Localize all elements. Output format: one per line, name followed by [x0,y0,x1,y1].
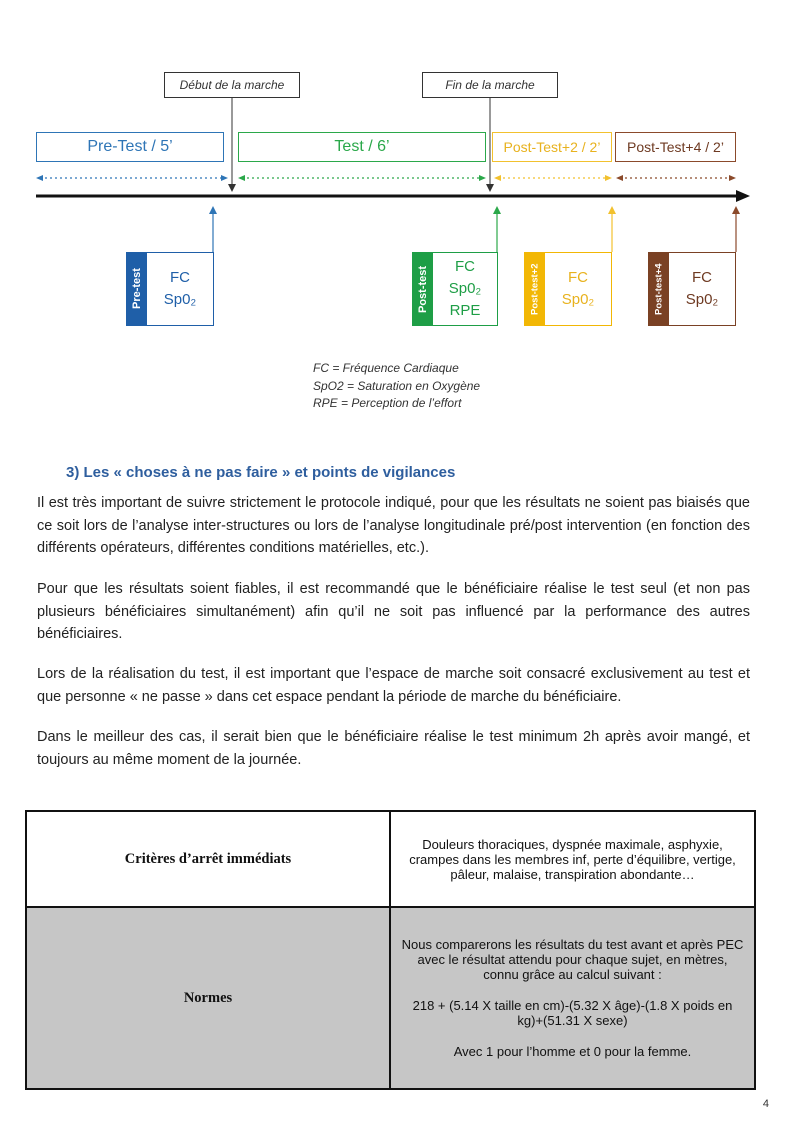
measure-value: FC [455,258,475,275]
row-value-norms [390,907,755,1089]
start-marker-label: Début de la marche [164,72,300,98]
phase-pretest: Pre-Test / 5’ [36,132,224,162]
end-marker-label: Fin de la marche [422,72,558,98]
legend-item: SpO2 = Saturation en Oxygène [313,378,481,393]
measure-tag: Pre-test [127,253,147,325]
measure-value: Sp0₂ [448,280,482,297]
legend-item: FC = Fréquence Cardiaque [313,361,459,375]
paragraph: Lors de la réalisation du test, il est important que l’espace de marche soit consacré exclusivement au test et que personne « ne passe » dans cet espace pendant la période de marche du bénéficiaire. [37,666,750,705]
legend-item: RPE = Perception de l’effort [313,396,462,410]
measure-value: RPE [449,302,481,319]
row-value-stop-criteria: Douleurs thoraciques, dyspnée maximale, asphyxie, crampes dans les membres inf, perte d’équilibre, vertige, pâleur, malaise, transpiration abondante… [390,811,755,907]
measure-value: Sp0₂ [163,291,197,308]
section-title: 3) Les « choses à ne pas faire » et points de vigilances [66,464,456,481]
measure-tag: Post-test+2 [525,253,545,325]
norms-formula: 218 + (5.14 X taille en cm)-(5.32 X âge)-(1.8 X poids en kg)+(51.31 X sexe) [412,998,733,1028]
row-label-norms: Normes [26,907,390,1089]
paragraph: Il est très important de suivre strictement le protocole indiqué, pour que les résultats ne soient pas biaisés que ce soit lors de l’analyse inter-structures ou lors de l’analyse longitudinale pré/post intervention (en fonction des différents opérateurs, différentes conditions matérielles, etc.). [37,495,750,556]
measure-value: FC [170,269,190,286]
page-number: 4 [762,1098,769,1110]
measure-posttest2 [524,252,612,326]
paragraph: Dans le meilleur des cas, il serait bien que le bénéficiaire réalise le test minimum 2h après avoir mangé, et toujours au même moment de la journée. [37,729,750,768]
phase-posttest4: Post-Test+4 / 2’ [615,132,736,162]
phase-test: Test / 6’ [238,132,486,162]
diagram-legend [313,360,480,413]
measure-tag: Post-test+4 [649,253,669,325]
norms-note: Avec 1 pour l’homme et 0 pour la femme. [453,1044,692,1059]
measure-value: FC [568,269,588,286]
row-label-stop-criteria: Critères d’arrêt immédiats [26,811,390,907]
measure-value: Sp0₂ [561,291,595,308]
phase-posttest2: Post-Test+2 / 2’ [492,132,612,162]
measure-value: FC [692,269,712,286]
measure-posttest [412,252,498,326]
measure-value: Sp0₂ [685,291,719,308]
criteria-table [25,810,756,1090]
measure-posttest4 [648,252,736,326]
norms-text: Nous comparerons les résultats du test avant et après PEC avec le résultat attendu pour chaque sujet, en mètres, connu grâce au calcul suivant : [401,937,744,982]
measure-pretest [126,252,214,326]
measure-tag: Post-test [413,253,433,325]
paragraph: Pour que les résultats soient fiables, il est recommandé que le bénéficiaire réalise le test seul (et non pas plusieurs bénéficiaires simultanément) afin qu’il ne soit pas influencé par la performance des autres bénéficiaires. [37,581,750,642]
